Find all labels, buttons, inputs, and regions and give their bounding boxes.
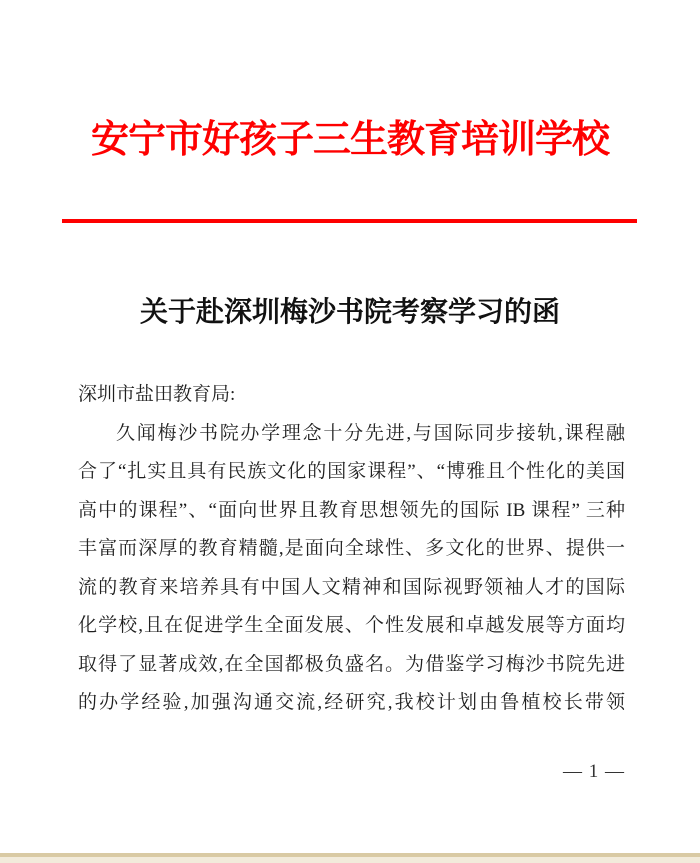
document-body <box>78 376 625 723</box>
body-line: 的办学经验,加强沟通交流,经研究,我校计划由鲁植校长带领 <box>78 692 625 713</box>
page-bottom-edge <box>0 853 700 863</box>
body-line: 流的教育来培养具有中国人文精神和国际视野领袖人才的国际 <box>78 576 625 598</box>
salutation: 深圳市盐田教育局: <box>78 384 236 405</box>
scan-edge-shadow <box>0 857 700 863</box>
body-line: 丰富而深厚的教育精髓,是面向全球性、多文化的世界、提供一 <box>78 538 625 559</box>
document-title: 关于赴深圳梅沙书院考察学习的函 <box>139 297 560 328</box>
letterhead-school-name: 安宁市好孩子三生教育培训学校 <box>90 119 609 161</box>
letterhead-divider-line <box>62 219 637 223</box>
body-line: 久闻梅沙书院办学理念十分先进,与国际同步接轨,课程融 <box>116 422 625 444</box>
body-line: 合了“扎实且具有民族文化的国家课程”、“博雅且个性化的美国 <box>78 461 625 482</box>
page-number: — 1 — <box>563 761 625 782</box>
body-line: 高中的课程”、“面向世界且教育思想领先的国际 IB 课程” 三种 <box>78 499 625 521</box>
body-line: 取得了显著成效,在全国都极负盛名。为借鉴学习梅沙书院先进 <box>78 653 625 675</box>
body-line: 化学校,且在促进学生全面发展、个性发展和卓越发展等方面均 <box>78 615 625 636</box>
